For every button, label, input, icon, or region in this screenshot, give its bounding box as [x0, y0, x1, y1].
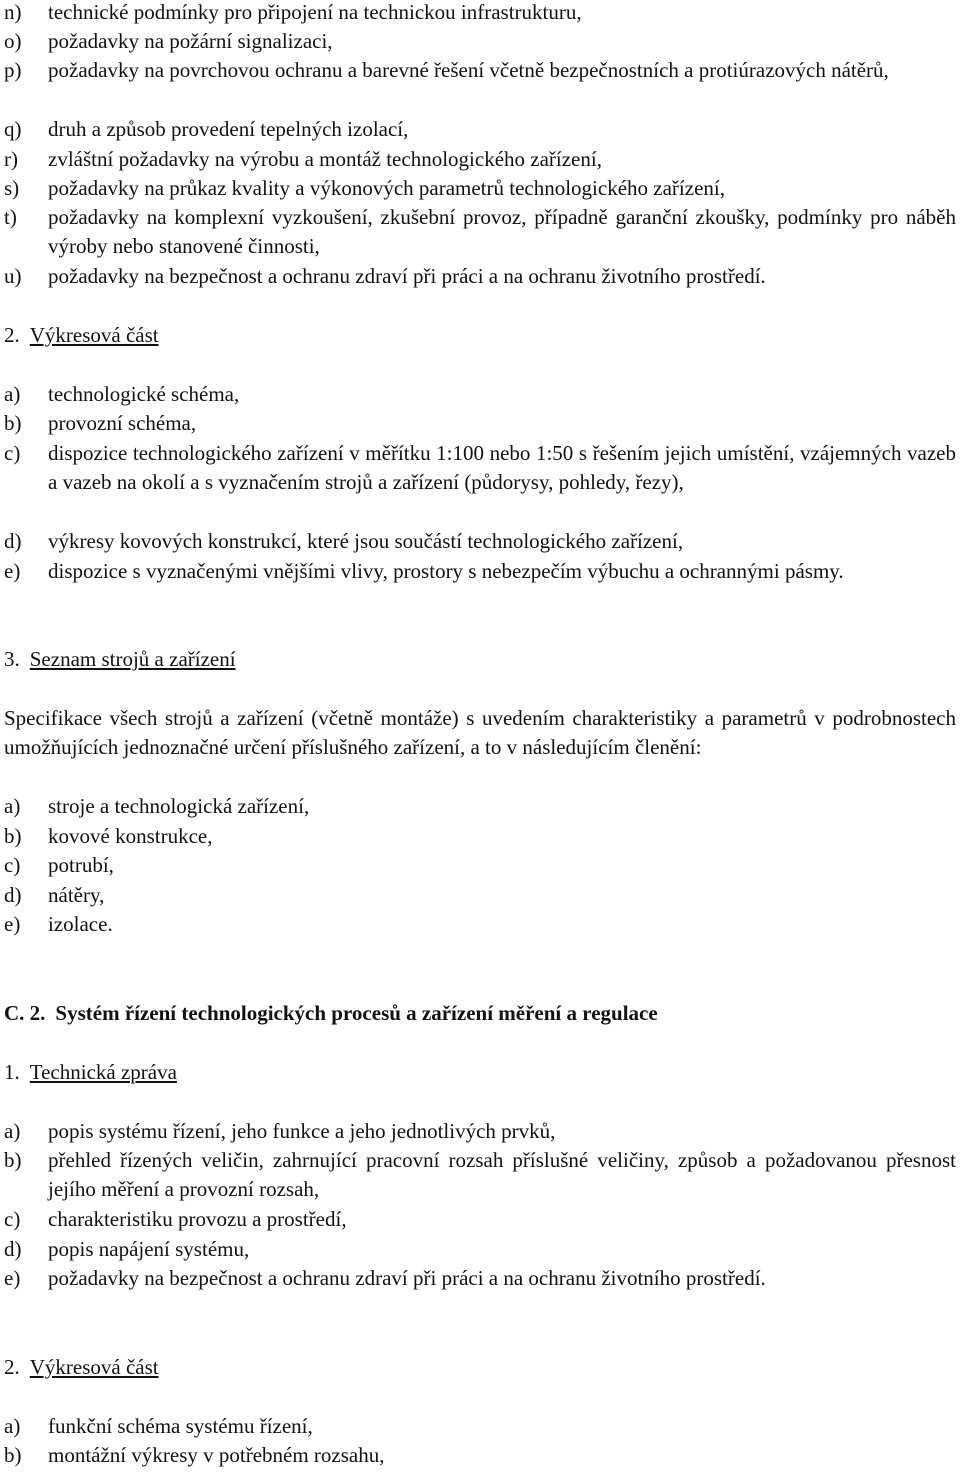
heading-number: 2. [4, 1355, 20, 1379]
list-item-text: nátěry, [48, 883, 105, 907]
list-marker: n) [4, 0, 22, 24]
list-item-text: popis systému řízení, jeho funkce a jeho jednotlivých prvků, [48, 1119, 556, 1143]
list-marker: d) [4, 1237, 22, 1261]
list-item-b [4, 1441, 956, 1470]
list-item-b [4, 1146, 956, 1205]
list-marker: e) [4, 559, 21, 583]
list-item-a [4, 1412, 956, 1441]
list-item-text: kovové konstrukce, [48, 824, 213, 848]
section-heading [4, 1058, 177, 1087]
list-item-c [4, 851, 956, 880]
list-item-text: druh a způsob provedení tepelných izolací, [48, 117, 409, 141]
list-item-text: technické podmínky pro připojení na technickou infrastrukturu, [48, 0, 582, 24]
section-heading [4, 321, 159, 350]
list-item-text: požadavky na povrchovou ochranu a barevné řešení včetně bezpečnostních a protiúrazových nátěrů, [48, 58, 889, 82]
list-item-p [4, 56, 956, 85]
list-item-text: potrubí, [48, 853, 114, 877]
spec-paragraph: Specifikace všech strojů a zařízení (včetně montáže) s uvedením charakteristiky a parametrů v podrobnostech umožňujících jednoznačné určení příslušného zařízení, a to v následujícím členění: [4, 706, 956, 760]
list-item-u [4, 262, 956, 291]
list-marker: a) [4, 1119, 21, 1143]
section-heading [4, 645, 236, 674]
list-item-d [4, 527, 956, 556]
list-marker: b) [4, 411, 22, 435]
list-marker: o) [4, 29, 22, 53]
list-item-b [4, 822, 956, 851]
list-marker: a) [4, 1414, 21, 1438]
heading-number: 2. [4, 323, 20, 347]
list-marker: c) [4, 441, 21, 465]
list-item-text: stroje a technologická zařízení, [48, 794, 310, 818]
list-item-text: charakteristiku provozu a prostředí, [48, 1207, 347, 1231]
list-item-b [4, 409, 956, 438]
chapter-number: C. 2. [4, 1001, 46, 1025]
list-item-e [4, 1264, 956, 1293]
list-marker: u) [4, 264, 22, 288]
list-item-text: montážní výkresy v potřebném rozsahu, [48, 1443, 385, 1467]
heading-title: Technická zpráva [29, 1060, 177, 1084]
list-marker: e) [4, 1266, 21, 1290]
list-marker: p) [4, 58, 22, 82]
list-marker: a) [4, 382, 21, 406]
list-item-e [4, 910, 956, 939]
list-item-text: požadavky na bezpečnost a ochranu zdraví při práci a na ochranu životního prostředí. [48, 264, 766, 288]
list-item-e [4, 557, 956, 586]
list-item-text: požadavky na požární signalizaci, [48, 29, 333, 53]
list-item-a [4, 792, 956, 821]
chapter-title: Systém řízení technologických procesů a zařízení měření a regulace [55, 1001, 658, 1025]
list-item-s [4, 174, 956, 203]
heading-number: 3. [4, 647, 20, 671]
list-marker: c) [4, 1207, 21, 1231]
list-item-text: dispozice s vyznačenými vnějšími vlivy, prostory s nebezpečím výbuchu a ochrannými pásmy. [48, 559, 844, 583]
list-item-text: přehled řízených veličin, zahrnující pracovní rozsah příslušné veličiny, způsob a požadovanou přesnost jejího měření a provozní rozsah, [48, 1148, 956, 1202]
heading-title: Výkresová část [29, 1355, 159, 1379]
list-item-text: izolace. [48, 912, 113, 936]
list-item-a [4, 1117, 956, 1146]
section-heading [4, 1353, 159, 1382]
heading-title: Seznam strojů a zařízení [29, 647, 236, 671]
list-item-o [4, 27, 956, 56]
list-item-n [4, 0, 956, 27]
list-item-t [4, 203, 956, 262]
list-marker: b) [4, 1148, 22, 1172]
list-item-text: výkresy kovových konstrukcí, které jsou součástí technologického zařízení, [48, 529, 684, 553]
list-item-text: funkční schéma systému řízení, [48, 1414, 313, 1438]
list-marker: c) [4, 853, 21, 877]
list-marker: s) [4, 176, 20, 200]
list-item-c [4, 1205, 956, 1234]
list-marker: e) [4, 912, 21, 936]
list-item-text: technologické schéma, [48, 382, 240, 406]
list-item-q [4, 115, 956, 144]
list-item-text: provozní schéma, [48, 411, 197, 435]
list-marker: d) [4, 529, 22, 553]
heading-title: Výkresová část [29, 323, 159, 347]
heading-number: 1. [4, 1060, 20, 1084]
list-item-text: požadavky na bezpečnost a ochranu zdraví při práci a na ochranu životního prostředí. [48, 1266, 766, 1290]
list-marker: t) [4, 205, 17, 229]
list-item-text: popis napájení systému, [48, 1237, 250, 1261]
list-marker: r) [4, 147, 18, 171]
list-marker: b) [4, 1443, 22, 1467]
list-marker: d) [4, 883, 22, 907]
list-item-r [4, 145, 956, 174]
list-item-text: dispozice technologického zařízení v měřítku 1:100 nebo 1:50 s řešením jejich umístění, vzájemných vazeb a vazeb na okolí a s vyznačením strojů a zařízení (půdorysy, pohledy, řezy), [48, 441, 956, 495]
chapter-heading [4, 999, 658, 1028]
list-item-c [4, 439, 956, 498]
list-item-text: požadavky na průkaz kvality a výkonových parametrů technologického zařízení, [48, 176, 725, 200]
list-item-text: požadavky na komplexní vyzkoušení, zkušební provoz, případně garanční zkoušky, podmínky pro náběh výroby nebo stanovené činnosti, [48, 205, 956, 259]
list-marker: a) [4, 794, 21, 818]
list-item-d [4, 881, 956, 910]
list-marker: b) [4, 824, 22, 848]
list-item-a [4, 380, 956, 409]
list-item-text: zvláštní požadavky na výrobu a montáž technologického zařízení, [48, 147, 602, 171]
list-item-d [4, 1235, 956, 1264]
list-marker: q) [4, 117, 22, 141]
